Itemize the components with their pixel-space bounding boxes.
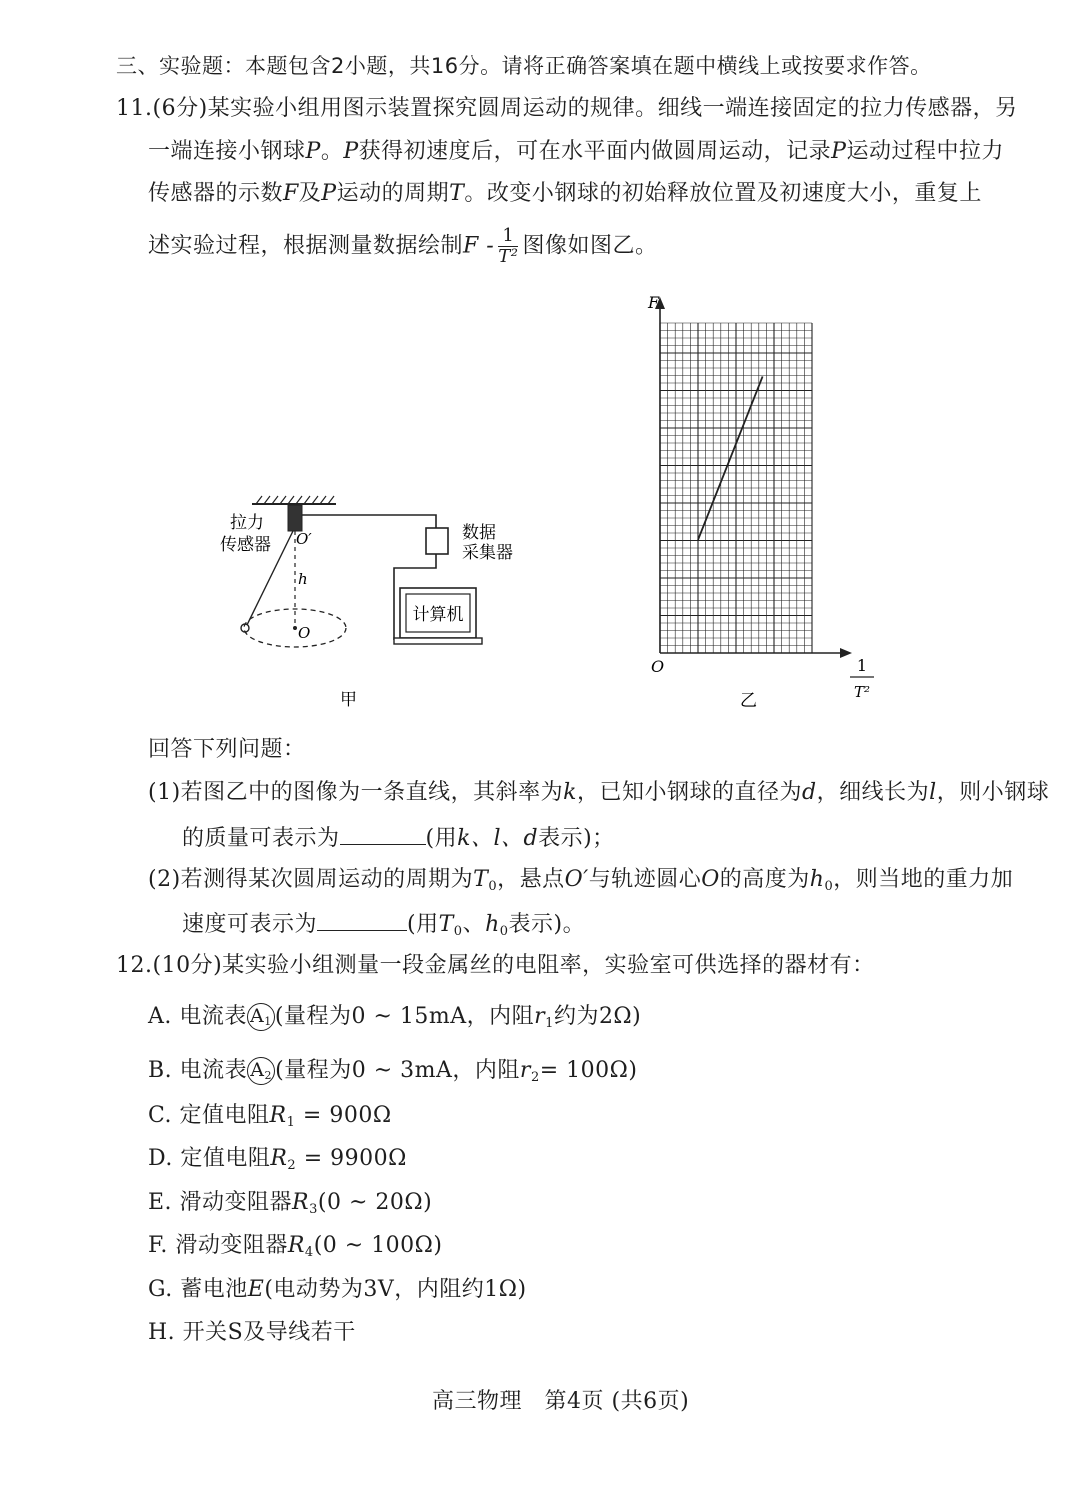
axis-label-x-numerator: 1	[856, 656, 868, 675]
q11-text: 的质量可表示为	[182, 826, 340, 851]
q11-text: (2)若测得某次圆周运动的周期为	[148, 867, 474, 892]
answer-prompt: 回答下列问题：	[148, 737, 306, 762]
var-t: T	[449, 181, 465, 206]
label-o-prime: O′	[296, 530, 312, 548]
q11-text: (用	[425, 826, 458, 851]
var-r2: R	[270, 1146, 288, 1171]
data-collector-box	[426, 528, 448, 554]
q11-text: 传感器的示数	[148, 181, 284, 206]
q11-line-1	[116, 93, 1018, 125]
item-e	[148, 1187, 432, 1226]
q11-text: 及	[298, 181, 322, 206]
q11-sub2-line-2	[182, 906, 585, 948]
subscript: 0	[488, 879, 498, 894]
sensor-cable	[302, 515, 436, 528]
item-b	[148, 1055, 637, 1094]
subscript: 0	[453, 924, 463, 939]
computer-base	[394, 638, 482, 644]
item-d	[148, 1143, 407, 1182]
subscript: 3	[309, 1202, 318, 1217]
subscript: 2	[530, 1070, 540, 1085]
subscript: 2	[287, 1158, 297, 1173]
force-sensor	[288, 505, 302, 531]
q11-number: 11.	[116, 96, 153, 121]
x-axis-arrow	[840, 648, 852, 658]
q11-line-3	[148, 178, 982, 210]
q11-text: ，细线长为	[816, 780, 930, 805]
collector-label-1: 数据	[462, 523, 496, 543]
var-t0: T	[438, 912, 454, 937]
computer-label: 计算机	[412, 605, 464, 625]
chart-grid	[660, 323, 812, 653]
item-text: C. 定值电阻	[148, 1103, 270, 1128]
ceiling-hatch	[256, 496, 334, 504]
ammeter-a1-symbol	[247, 1003, 275, 1031]
var-e: E	[247, 1277, 265, 1302]
label-h: h	[298, 570, 308, 588]
q11-text: 速度可表示为	[182, 912, 318, 937]
sensor-label-1: 拉力	[230, 513, 264, 533]
var-r: r	[519, 1058, 531, 1083]
q11-text: 表示)；	[538, 826, 615, 851]
var-r3: R	[292, 1190, 310, 1215]
answer-blank-2[interactable]	[317, 906, 407, 931]
q11-text: 的高度为	[719, 867, 810, 892]
sensor-label-2: 传感器	[220, 535, 271, 555]
var-r4: R	[287, 1233, 305, 1258]
meter-letter: A	[250, 1059, 265, 1081]
vars-kld: k、l、d	[457, 826, 539, 851]
figure-yi-chart	[630, 288, 890, 718]
q11-sub1-line-1	[148, 777, 1049, 809]
q12-line-1	[116, 950, 875, 982]
item-a	[148, 1001, 641, 1040]
q12-score: (10分)	[152, 953, 223, 978]
q11-text: ，已知小钢球的直径为	[577, 780, 803, 805]
q11-text: ，则小钢球	[936, 780, 1050, 805]
q12-number: 12.	[116, 953, 153, 978]
f-label: F -	[463, 233, 495, 259]
axis-label-y: F	[648, 293, 660, 312]
q11-line-4	[148, 226, 657, 267]
item-text: = 900Ω	[295, 1103, 392, 1128]
var-h0: h	[485, 912, 500, 937]
meter-subscript: 2	[264, 1069, 273, 1082]
q11-text: 。	[320, 139, 344, 164]
q11-text: 述实验过程，根据测量数据绘制	[148, 233, 464, 259]
q11-text: (1)若图乙中的图像为一条直线，其斜率为	[148, 780, 564, 805]
figure-jia-apparatus	[210, 490, 530, 720]
item-text: (电动势为3V，内阻约1Ω)	[264, 1277, 527, 1302]
var-k: k	[563, 780, 578, 805]
q11-text: 运动过程中拉力	[846, 139, 1004, 164]
item-text: F. 滑动变阻器	[148, 1233, 288, 1258]
inverse-t-squared-fraction	[498, 226, 518, 267]
var-p: P	[343, 139, 359, 164]
collector-label-2: 采集器	[462, 543, 513, 563]
q11-line1-text: 某实验小组用图示装置探究圆周运动的规律。细线一端连接固定的拉力传感器，另	[207, 96, 1018, 121]
label-o: O	[298, 624, 311, 642]
var-p: P	[305, 139, 321, 164]
section-heading: 三、实验题：本题包含2小题，共16分。请将正确答案填在题中横线上或按要求作答。	[116, 54, 932, 78]
q11-text: 图像如图乙。	[522, 233, 658, 259]
answer-blank-1[interactable]	[340, 820, 426, 845]
orbit-center	[293, 626, 297, 630]
var-r: r	[534, 1004, 546, 1029]
var-d: d	[802, 780, 817, 805]
subscript: 1	[545, 1016, 554, 1031]
axis-origin-label: O	[651, 657, 665, 676]
axis-label-x-denominator: T²	[853, 683, 871, 701]
item-text: D. 定值电阻	[148, 1146, 271, 1171]
q11-text: 获得初速度后，可在水平面内做圆周运动，记录	[358, 139, 832, 164]
meter-subscript: 1	[264, 1015, 272, 1028]
q11-score: (6分)	[152, 96, 208, 121]
caption-yi: 乙	[740, 691, 757, 711]
fraction-denominator: T²	[498, 246, 519, 267]
ammeter-a2-symbol	[247, 1057, 275, 1085]
item-text: = 9900Ω	[296, 1146, 407, 1171]
var-f: F	[283, 181, 299, 206]
q11-text: 表示)。	[508, 912, 586, 937]
page-footer: 高三物理 第4页 (共6页)	[432, 1389, 690, 1414]
item-text: = 100Ω)	[539, 1058, 638, 1083]
subscript: 4	[304, 1245, 314, 1260]
fraction-numerator: 1	[498, 226, 518, 247]
item-label: B. 电流表	[148, 1058, 248, 1083]
item-text: (0 ~ 100Ω)	[313, 1233, 443, 1258]
var-p: P	[831, 139, 847, 164]
item-g	[148, 1274, 527, 1306]
item-text: (0 ~ 20Ω)	[317, 1190, 433, 1215]
item-text: E. 滑动变阻器	[148, 1190, 293, 1215]
item-text: 约为2Ω)	[553, 1004, 642, 1029]
meter-letter: A	[250, 1005, 265, 1027]
q11-text: ，悬点	[497, 867, 565, 892]
item-label: A. 电流表	[148, 1004, 247, 1029]
var-h0: h	[809, 867, 825, 892]
item-c	[148, 1100, 392, 1139]
q11-text: ，则当地的重力加	[833, 867, 1014, 892]
item-f	[148, 1230, 443, 1269]
q11-sub1-line-2	[182, 820, 615, 855]
var-t0: T	[473, 867, 489, 892]
subscript: 0	[824, 879, 834, 894]
q12-text: 某实验小组测量一段金属丝的电阻率，实验室可供选择的器材有：	[222, 953, 875, 978]
q11-text: 运动的周期	[336, 181, 450, 206]
var-p: P	[321, 181, 337, 206]
subscript: 0	[499, 924, 509, 939]
var-o: O	[701, 867, 720, 892]
q11-text: 与轨迹圆心	[588, 867, 702, 892]
item-h: H. 开关S及导线若干	[148, 1320, 356, 1345]
var-l: l	[929, 780, 937, 805]
item-text: G. 蓄电池	[148, 1277, 248, 1302]
var-o-prime: O′	[564, 867, 589, 892]
item-text: (量程为0 ~ 3mA，内阻	[275, 1058, 520, 1083]
item-text: (量程为0 ~ 15mA，内阻	[274, 1004, 535, 1029]
q11-text: 、	[462, 912, 486, 937]
q11-sub2-line-1	[148, 864, 1013, 903]
q11-text: 。改变小钢球的初始释放位置及初速度大小，重复上	[464, 181, 982, 206]
subscript: 1	[286, 1115, 296, 1130]
q11-text: 一端连接小钢球	[148, 139, 306, 164]
caption-jia: 甲	[340, 690, 357, 710]
q11-text: (用	[407, 912, 439, 937]
q11-line-2	[148, 136, 1004, 168]
var-r1: R	[269, 1103, 287, 1128]
